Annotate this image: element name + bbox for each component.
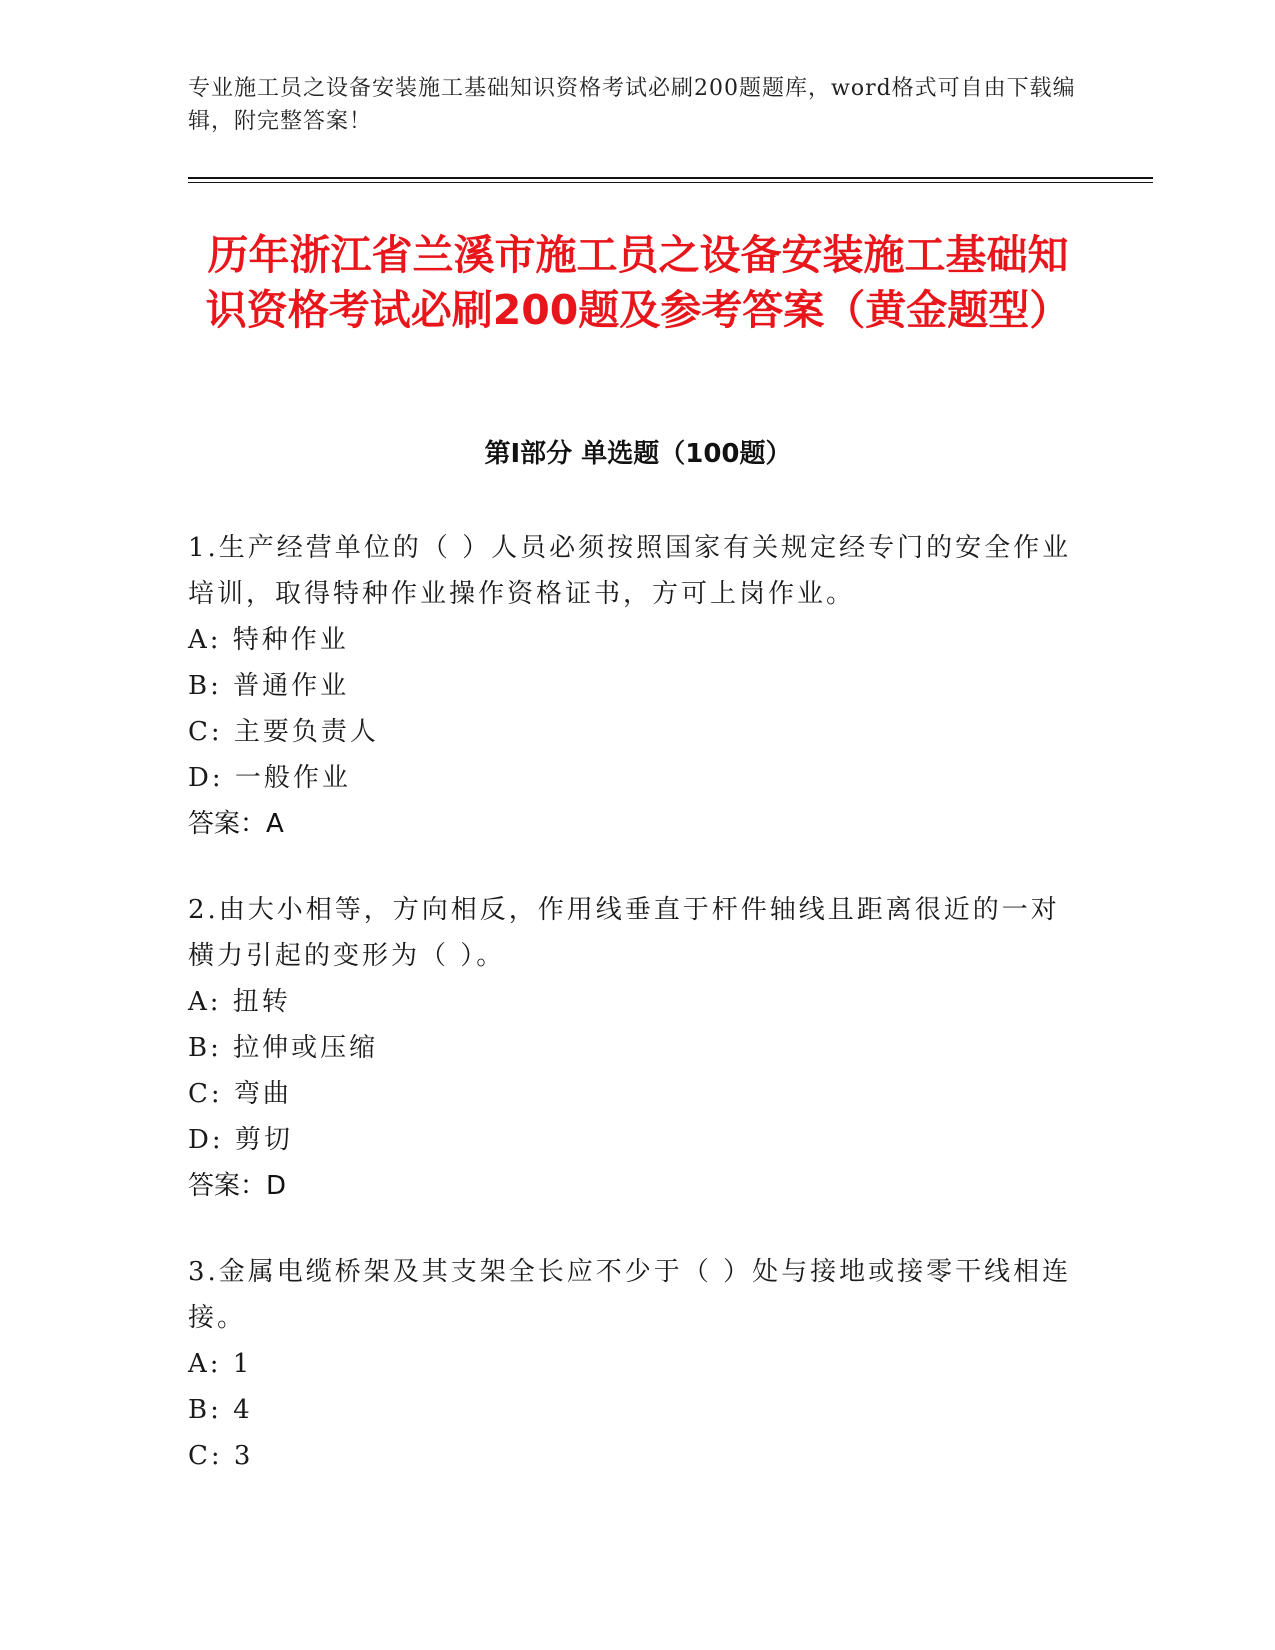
question-1 [188,525,1088,847]
option-c: C: 主要负责人 [188,717,379,747]
answer: 答案：A [188,809,284,839]
question-stem: 3.金属电缆桥架及其支架全长应不少于（ ）处与接地或接零干线相连接。 [188,1257,1072,1333]
option-b: B: 普通作业 [188,671,350,701]
option-b: B: 拉伸或压缩 [188,1033,379,1063]
option-a: A: 扭转 [188,987,291,1017]
option-c: C: 弯曲 [188,1079,292,1109]
question-stem: 1.生产经营单位的（ ）人员必须按照国家有关规定经专门的安全作业培训，取得特种作业操作资格证书，方可上岗作业。 [188,533,1072,609]
option-d: D: 一般作业 [188,763,351,793]
question-2 [188,887,1088,1209]
option-d: D: 剪切 [188,1125,293,1155]
option-a: A: 特种作业 [188,625,349,655]
header-rule-thick [188,177,1153,179]
option-a: A: 1 [188,1349,253,1379]
question-stem: 2.由大小相等，方向相反，作用线垂直于杆件轴线且距离很近的一对横力引起的变形为（ ）。 [188,895,1060,971]
question-3 [188,1249,1088,1479]
section-title: 第I部分 单选题（100题） [484,439,792,469]
option-c: C: 3 [188,1441,254,1471]
header-rule-thin [188,182,1153,183]
header-note: 专业施工员之设备安装施工基础知识资格考试必刷200题题库，word格式可自由下载编辑，附完整答案！ [188,76,1076,134]
document-title: 历年浙江省兰溪市施工员之设备安装施工基础知识资格考试必刷200题及参考答案（黄金题型） [205,231,1071,334]
option-b: B: 4 [188,1395,253,1425]
answer: 答案：D [188,1171,287,1201]
